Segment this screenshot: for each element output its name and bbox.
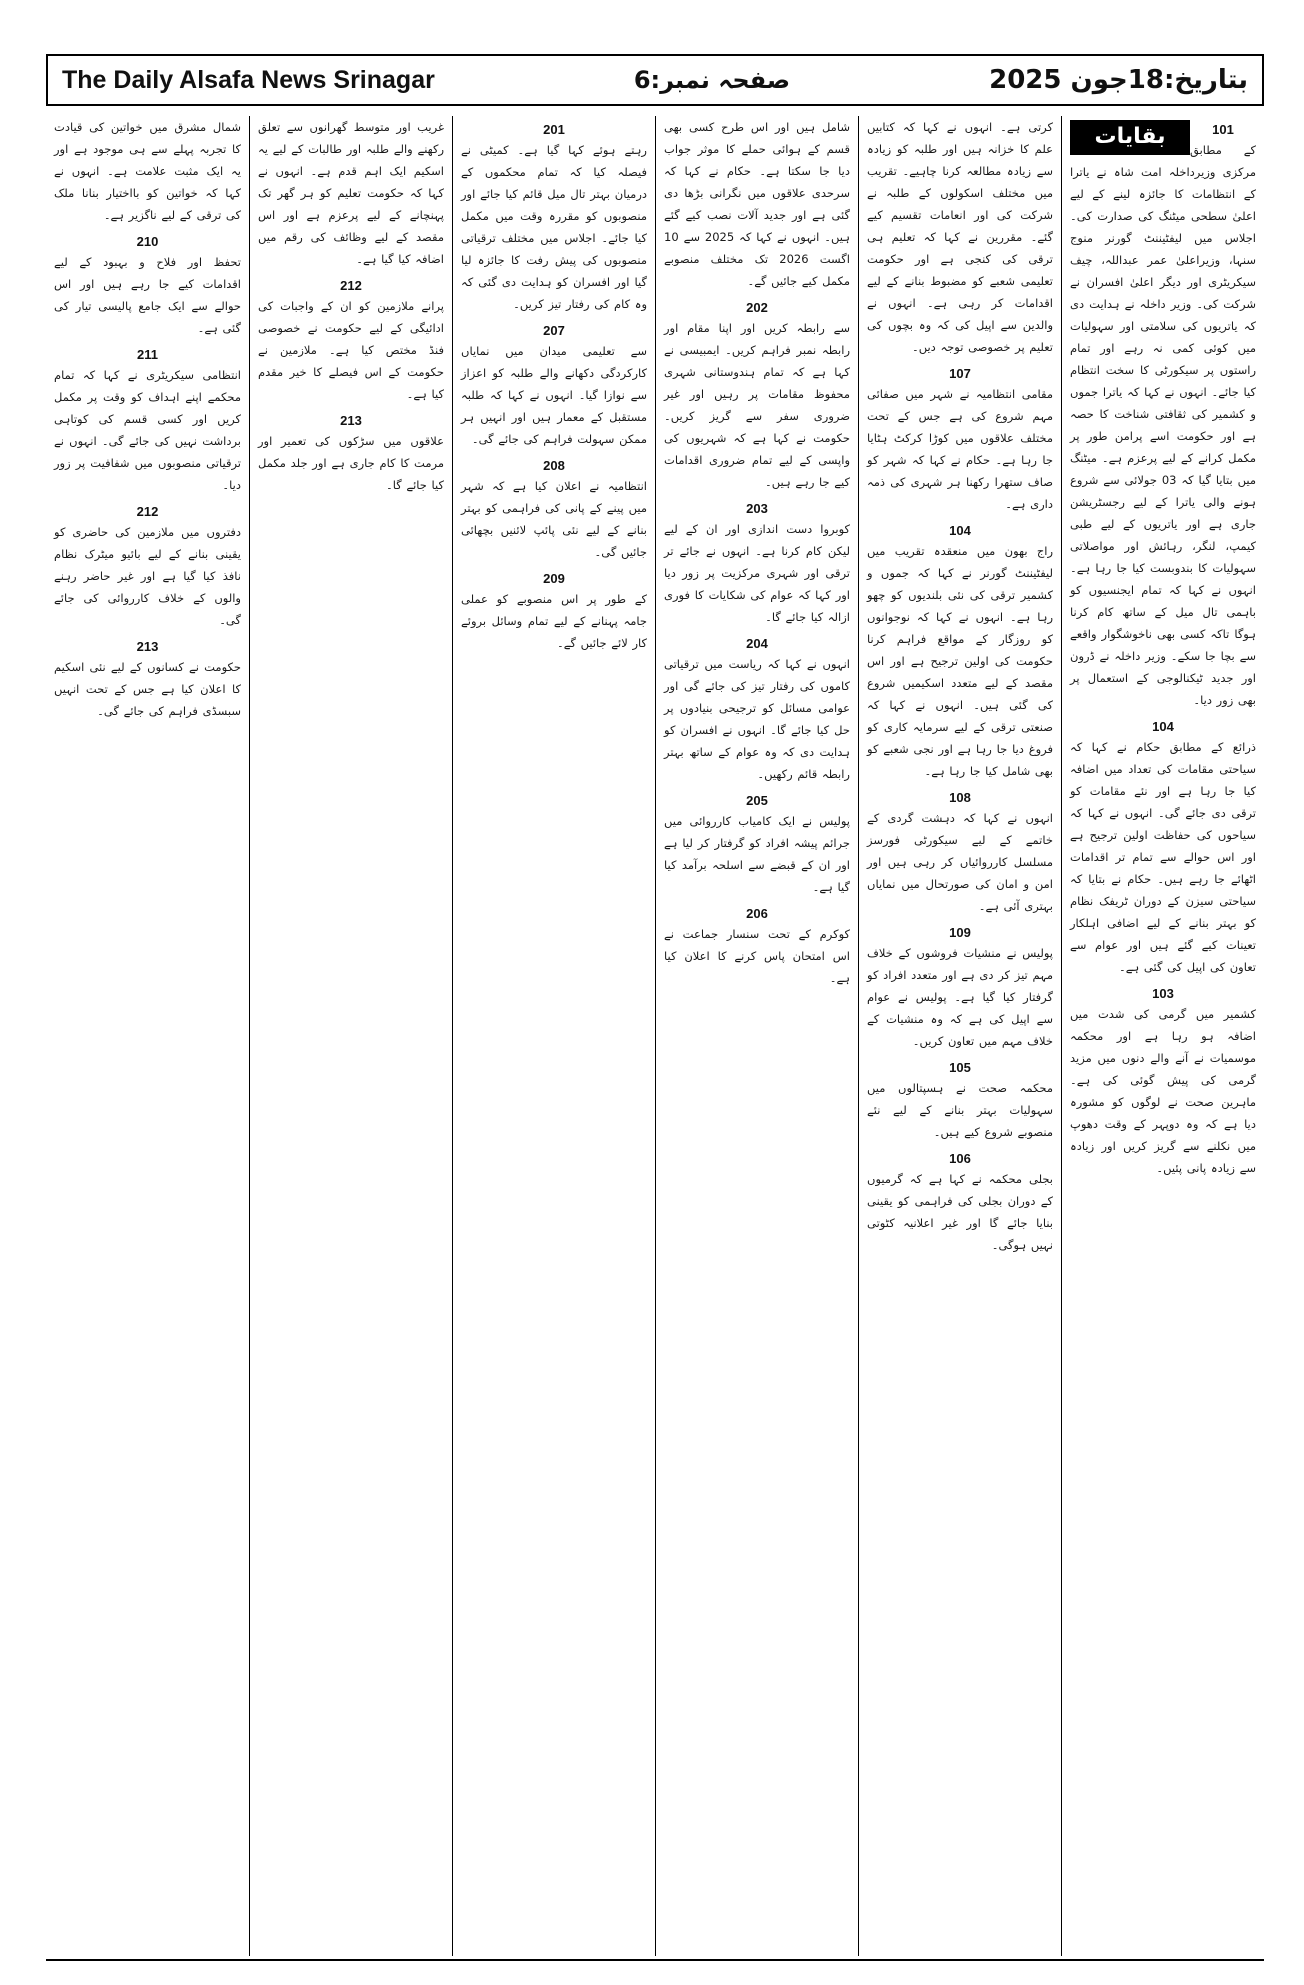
newspaper-page bbox=[46, 54, 1264, 1964]
article-paragraph: محکمہ صحت نے ہسپتالوں میں سہولیات بہتر بنانے کے لیے نئے منصوبے شروع کیے ہیں۔ bbox=[867, 1081, 1053, 1139]
column-5 bbox=[249, 116, 452, 1956]
article-paragraph: انتظامیہ نے اعلان کیا ہے کہ شہر میں پینے کے پانی کی فراہمی کو بہتر بنانے کے لیے نئی پائپ لائنیں بچھائی جائیں گی۔ bbox=[461, 479, 647, 559]
article-paragraph: انہوں نے کہا کہ دہشت گردی کے خاتمے کے لیے سیکورٹی فورسز مسلسل کارروائیاں کر رہی ہیں اور امن و امان کی صورتحال میں نمایاں بہتری آئی ہے۔ bbox=[867, 811, 1053, 913]
article-paragraph: کوبروا دست اندازی اور ان کے لیے لیکن کام کرنا ہے۔ انہوں نے جائے تر ترقی اور شہری مرکزیت پر زور دیا اور کہا کہ عوام کی شکایات کا فوری ازالہ کیا جائے گا۔ bbox=[664, 522, 850, 624]
continuation-number: 105 bbox=[949, 1060, 971, 1075]
page-number: صفحہ نمبر:6 bbox=[633, 66, 791, 94]
continuation-number: 213 bbox=[136, 639, 159, 654]
column-2 bbox=[858, 116, 1061, 1956]
article-paragraph: شمال مشرق میں خواتین کی قیادت کا تجربہ پہلے سے ہی موجود ہے اور یہ ایک مثبت علامت ہے۔ انہوں نے کہا کہ خواتین کو بااختیار بنانا ملک کی ترقی کے لیے ناگزیر ہے۔ bbox=[54, 120, 241, 222]
article-paragraph: دفتروں میں ملازمین کی حاضری کو یقینی بنانے کے لیے بائیو میٹرک نظام نافذ کیا گیا ہے اور غیر حاضر رہنے والوں کے خلاف کارروائی کی جائے گی۔ bbox=[54, 525, 241, 627]
article-paragraph: شامل ہیں اور اس طرح کسی بھی قسم کے ہوائی حملے کا موثر جواب دیا جا سکتا ہے۔ حکام نے کہا کہ سرحدی علاقوں میں نگرانی بڑھا دی گئی ہے اور جدید آلات نصب کیے گئے ہیں۔ انہوں نے کہا کہ 2025 سے 10 اگست 2026 تک مختلف منصوبے مکمل کیے جائیں گے۔ bbox=[664, 120, 850, 288]
continuation-number: 109 bbox=[949, 925, 971, 940]
section-heading: بقایات bbox=[1070, 120, 1190, 155]
text-columns bbox=[46, 116, 1264, 1956]
continuation-number: 206 bbox=[746, 906, 768, 921]
column-4 bbox=[452, 116, 655, 1956]
continuation-number: 103 bbox=[1152, 986, 1174, 1001]
article-paragraph: علاقوں میں سڑکوں کی تعمیر اور مرمت کا کام جاری ہے اور جلد مکمل کیا جائے گا۔ bbox=[258, 434, 444, 492]
continuation-number: 108 bbox=[949, 790, 971, 805]
continuation-number: 209 bbox=[543, 571, 565, 586]
article-paragraph: حکومت نے کسانوں کے لیے نئی اسکیم کا اعلان کیا ہے جس کے تحت انہیں سبسڈی فراہم کی جائے گی۔ bbox=[54, 660, 241, 718]
column-3 bbox=[655, 116, 858, 1956]
article-paragraph: انتظامی سیکریٹری نے کہا کہ تمام محکمے اپنے اہداف کو وقت پر مکمل کریں اور کسی قسم کی کوتاہی برداشت نہیں کی جائے گی۔ انہوں نے ترقیاتی منصوبوں میں شفافیت پر زور دیا۔ bbox=[54, 368, 241, 492]
newspaper-title: The Daily Alsafa News Srinagar bbox=[62, 65, 435, 94]
masthead bbox=[46, 54, 1264, 106]
continuation-number: 201 bbox=[543, 122, 565, 137]
continuation-number: 204 bbox=[746, 636, 768, 651]
article-paragraph: کے مطابق مرکزی وزیرداخلہ امت شاہ نے یاترا کے انتظامات کا جائزہ لینے کے لیے اعلیٰ سطحی میٹنگ کی صدارت کی۔ اجلاس میں لیفٹیننٹ گورنر منوج سنہا، وزیراعلیٰ عمر عبداللہ، چیف سیکریٹری اور دیگر اعلیٰ افسران نے شرکت کی۔ وزیر داخلہ نے ہدایت دی کہ یاتریوں کی سلامتی اور سہولیات میں کوئی کمی نہ رہے اور تمام راستوں پر سیکورٹی کا سخت انتظام کیا جائے۔ انہوں نے کہا کہ یاترا جموں و کشمیر کی ثقافتی شناخت کا حصہ ہے اور حکومت اسے پرامن طور پر مکمل کرانے کے لیے پرعزم ہے۔ میٹنگ میں بتایا گیا کہ 03 جولائی سے شروع ہونے والی یاترا کے لیے رجسٹریشن جاری ہے اور یاتریوں کے لیے طبی کیمپ، لنگر، رہائش اور مواصلاتی سہولیات کا بندوبست کیا جا رہا ہے۔ انہوں نے کہا کہ تمام ایجنسیوں کو باہمی تال میل کے ساتھ کام کرنا ہوگا تاکہ کسی بھی ناخوشگوار واقعے سے بچا جا سکے۔ وزیر داخلہ نے ڈرون اور جدید ٹیکنالوجی کے استعمال پر بھی زور دیا۔ bbox=[1070, 143, 1256, 707]
continuation-number: 212 bbox=[340, 278, 362, 293]
column-6 bbox=[46, 116, 249, 1956]
continuation-number: 210 bbox=[136, 234, 159, 249]
article-paragraph: سے تعلیمی میدان میں نمایاں کارکردگی دکھانے والے طلبہ کو اعزاز سے نوازا گیا۔ انہوں نے کہا کہ طلبہ مستقبل کے معمار ہیں اور انہیں ہر ممکن سہولت فراہم کی جائے گی۔ bbox=[461, 344, 647, 446]
bottom-rule bbox=[46, 1959, 1264, 1961]
continuation-number: 202 bbox=[746, 300, 768, 315]
article-paragraph: پولیس نے منشیات فروشوں کے خلاف مہم تیز کر دی ہے اور متعدد افراد کو گرفتار کیا گیا ہے۔ پولیس نے عوام سے اپیل کی ہے کہ وہ منشیات کے خلاف مہم میں تعاون کریں۔ bbox=[867, 946, 1053, 1048]
continuation-number: 104 bbox=[1152, 719, 1174, 734]
continuation-number: 203 bbox=[746, 501, 768, 516]
article-paragraph: راج بھون میں منعقدہ تقریب میں لیفٹیننٹ گورنر نے کہا کہ جموں و کشمیر ترقی کی نئی بلندیوں کو چھو رہا ہے۔ انہوں نے کہا کہ نوجوانوں کو روزگار کے مواقع فراہم کرنا حکومت کی اولین ترجیح ہے اور اس مقصد کے لیے متعدد اسکیمیں شروع کی گئی ہیں۔ انہوں نے کہا کہ صنعتی ترقی کے لیے سرمایہ کاری کو فروغ دیا جا رہا ہے اور نجی شعبے کو بھی شامل کیا جا رہا ہے۔ bbox=[867, 544, 1053, 778]
article-paragraph: ذرائع کے مطابق حکام نے کہا کہ سیاحتی مقامات کی تعداد میں اضافہ کیا جا رہا ہے اور نئے مقامات کو ترقی دی جائے گی۔ انہوں نے کہا کہ سیاحوں کی حفاظت اولین ترجیح ہے اور اس حوالے سے تمام تر اقدامات اٹھائے جا رہے ہیں۔ حکام نے بتایا کہ سیاحتی سیزن کے دوران ٹریفک نظام کو بہتر بنانے کے لیے اضافی اہلکار تعینات کیے گئے ہیں اور عوام سے تعاون کی اپیل کی گئی ہے۔ bbox=[1070, 740, 1256, 974]
continuation-number: 213 bbox=[340, 413, 362, 428]
article-paragraph: کرتی ہے۔ انہوں نے کہا کہ کتابیں علم کا خزانہ ہیں اور طلبہ کو زیادہ سے زیادہ مطالعہ کرنا چاہیے۔ تقریب میں مختلف اسکولوں کے طلبہ نے شرکت کی اور انعامات تقسیم کیے گئے۔ مقررین نے کہا کہ تعلیم ہی ترقی کی کنجی ہے اور حکومت تعلیمی شعبے کو مضبوط بنانے کے لیے اقدامات کر رہی ہے۔ انہوں نے والدین سے اپیل کی کہ وہ بچوں کی تعلیم پر خصوصی توجہ دیں۔ bbox=[867, 120, 1053, 354]
continuation-number: 104 bbox=[949, 523, 971, 538]
article-paragraph: کے طور پر اس منصوبے کو عملی جامہ پہنانے کے لیے تمام وسائل بروئے کار لائے جائیں گے۔ bbox=[461, 592, 647, 650]
article-paragraph: بجلی محکمہ نے کہا ہے کہ گرمیوں کے دوران بجلی کی فراہمی کو یقینی بنایا جائے گا اور غیر اعلانیہ کٹوتی نہیں ہوگی۔ bbox=[867, 1172, 1053, 1252]
article-paragraph: کشمیر میں گرمی کی شدت میں اضافہ ہو رہا ہے اور محکمہ موسمیات نے آنے والے دنوں میں مزید گرمی کی پیش گوئی کی ہے۔ ماہرین صحت نے لوگوں کو مشورہ دیا ہے کہ وہ دوپہر کے وقت دھوپ میں نکلنے سے گریز کریں اور زیادہ سے زیادہ پانی پئیں۔ bbox=[1070, 1007, 1256, 1175]
publication-date: بتاریخ:18جون 2025 bbox=[989, 65, 1248, 95]
article-paragraph: مقامی انتظامیہ نے شہر میں صفائی مہم شروع کی ہے جس کے تحت مختلف علاقوں میں کوڑا کرکٹ ہٹایا جا رہا ہے۔ حکام نے کہا کہ شہر کو صاف ستھرا رکھنا ہر شہری کی ذمہ داری ہے۔ bbox=[867, 387, 1053, 511]
article-paragraph: پولیس نے ایک کامیاب کارروائی میں جرائم پیشہ افراد کو گرفتار کر لیا ہے اور ان کے قبضے سے اسلحہ برآمد کیا گیا ہے۔ bbox=[664, 814, 850, 894]
continuation-number: 207 bbox=[543, 323, 565, 338]
article-paragraph: سے رابطہ کریں اور اپنا مقام اور رابطہ نمبر فراہم کریں۔ ایمبیسی نے کہا ہے کہ تمام ہندوستانی شہری محفوظ مقامات پر رہیں اور غیر ضروری سفر سے گریز کریں۔ حکومت نے کہا ہے کہ شہریوں کی واپسی کے لیے تمام ضروری اقدامات کیے جا رہے ہیں۔ bbox=[664, 321, 850, 489]
continuation-number: 101 bbox=[1212, 122, 1234, 137]
article-paragraph: غریب اور متوسط گھرانوں سے تعلق رکھنے والے طلبہ اور طالبات کے لیے یہ اسکیم ایک اہم قدم ہے۔ انہوں نے کہا کہ حکومت تعلیم کو ہر گھر تک پہنچانے کے لیے پرعزم ہے اور اس مقصد کے لیے وظائف کی رقم میں اضافہ کیا گیا ہے۔ bbox=[258, 120, 444, 266]
continuation-number: 107 bbox=[949, 366, 971, 381]
article-paragraph: رہتے ہوئے کہا گیا ہے۔ کمیٹی نے فیصلہ کیا کہ تمام محکموں کے درمیان بہتر تال میل قائم کیا جائے اور منصوبوں کو مقررہ وقت میں مکمل کیا جائے۔ اجلاس میں مختلف ترقیاتی منصوبوں کی پیش رفت کا جائزہ لیا گیا اور افسران کو ہدایت دی گئی کہ وہ کام کی رفتار تیز کریں۔ bbox=[461, 143, 647, 311]
continuation-number: 211 bbox=[137, 347, 158, 362]
article-paragraph: پرانے ملازمین کو ان کے واجبات کی ادائیگی کے لیے حکومت نے خصوصی فنڈ مختص کیا ہے۔ ملازمین نے حکومت کے اس فیصلے کا خیر مقدم کیا ہے۔ bbox=[258, 299, 444, 401]
column-1 bbox=[1061, 116, 1264, 1956]
continuation-number: 212 bbox=[136, 504, 159, 519]
continuation-number: 106 bbox=[949, 1151, 971, 1166]
article-paragraph: کوکرم کے تحت سنسار جماعت نے اس امتحان پاس کرنے کا اعلان کیا ہے۔ bbox=[664, 927, 850, 985]
article-paragraph: انہوں نے کہا کہ ریاست میں ترقیاتی کاموں کی رفتار تیز کی جائے گی اور عوامی مسائل کو ترجیحی بنیادوں پر حل کیا جائے گا۔ انہوں نے افسران کو ہدایت دی کہ وہ عوام کے ساتھ بہتر رابطہ قائم رکھیں۔ bbox=[664, 657, 850, 781]
continuation-number: 208 bbox=[543, 458, 565, 473]
continuation-number: 205 bbox=[746, 793, 768, 808]
article-paragraph: تحفظ اور فلاح و بہبود کے لیے اقدامات کیے جا رہے ہیں اور اس حوالے سے ایک جامع پالیسی تیار کی گئی ہے۔ bbox=[54, 255, 241, 335]
